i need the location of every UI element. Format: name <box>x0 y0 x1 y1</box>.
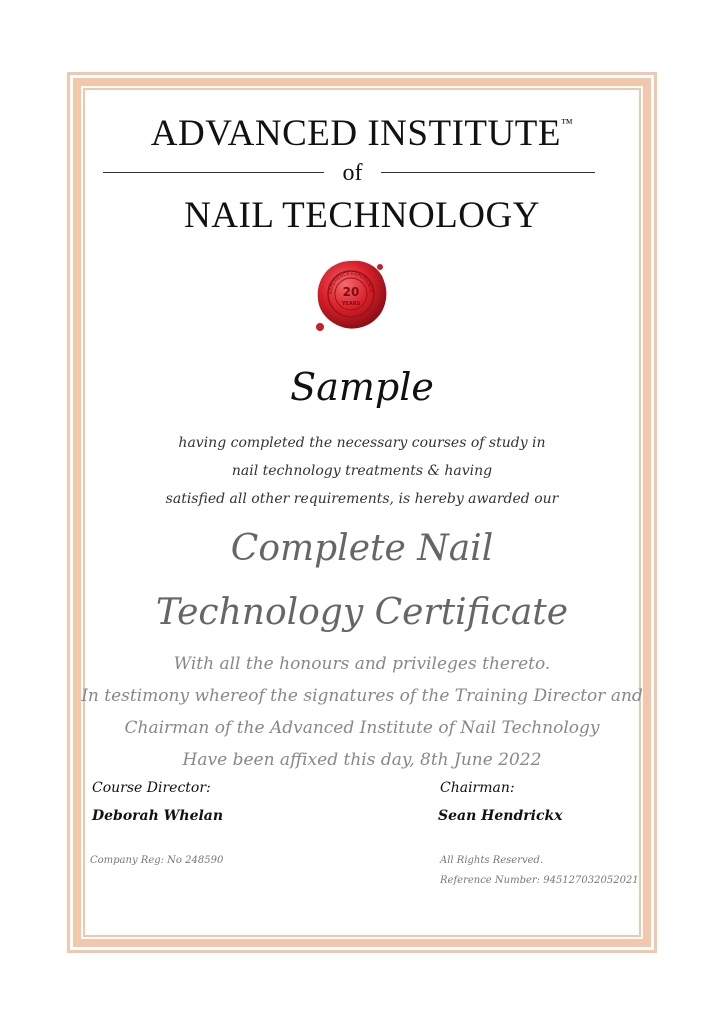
divider-rule-right <box>381 172 595 173</box>
chairman-label: Chairman: <box>440 780 515 796</box>
certificate-title-line-1: Complete Nail <box>230 528 494 569</box>
chairman-name: Sean Hendrickx <box>438 808 563 824</box>
intro-line-2: nail technology treatments & having <box>231 463 493 479</box>
rights-reserved: All Rights Reserved. <box>440 855 544 866</box>
honours-line-3: Chairman of the Advanced Institute of Nail Technology <box>124 718 600 738</box>
seal-number: 20 <box>342 285 360 299</box>
institute-title-line1: ADVANCED INSTITUTE™ <box>150 113 574 154</box>
certificate-title-line-2: Technology Certificate <box>155 592 569 633</box>
honours-line-1: With all the honours and privileges thereto. <box>173 654 551 674</box>
reference-number: Reference Number: 945127032052021 <box>440 875 639 886</box>
recipient-name: Sample <box>290 365 434 409</box>
institute-title-line2: NAIL TECHNOLOGY <box>184 195 540 236</box>
seal-ring-text: EXPERIENCE EXPERIENCE <box>328 271 373 295</box>
honours-line-2: In testimony whereof the signatures of the Training Director and <box>81 686 643 706</box>
course-director-name: Deborah Whelan <box>92 808 224 824</box>
of-divider-row <box>103 160 595 188</box>
trademark-symbol: ™ <box>560 116 574 130</box>
of-word: of <box>342 160 363 186</box>
honours-line-4: Have been affixed this day, 8th June 2022 <box>182 750 542 770</box>
wax-seal-icon <box>310 255 392 337</box>
course-director-label: Course Director: <box>92 780 211 796</box>
divider-rule-left <box>103 172 324 173</box>
seal-years: YEARS <box>341 301 361 307</box>
intro-line-1: having completed the necessary courses of study in <box>178 435 546 451</box>
company-registration: Company Reg: No 248590 <box>90 855 224 866</box>
intro-line-3: satisfied all other requirements, is hereby awarded our <box>165 491 559 507</box>
